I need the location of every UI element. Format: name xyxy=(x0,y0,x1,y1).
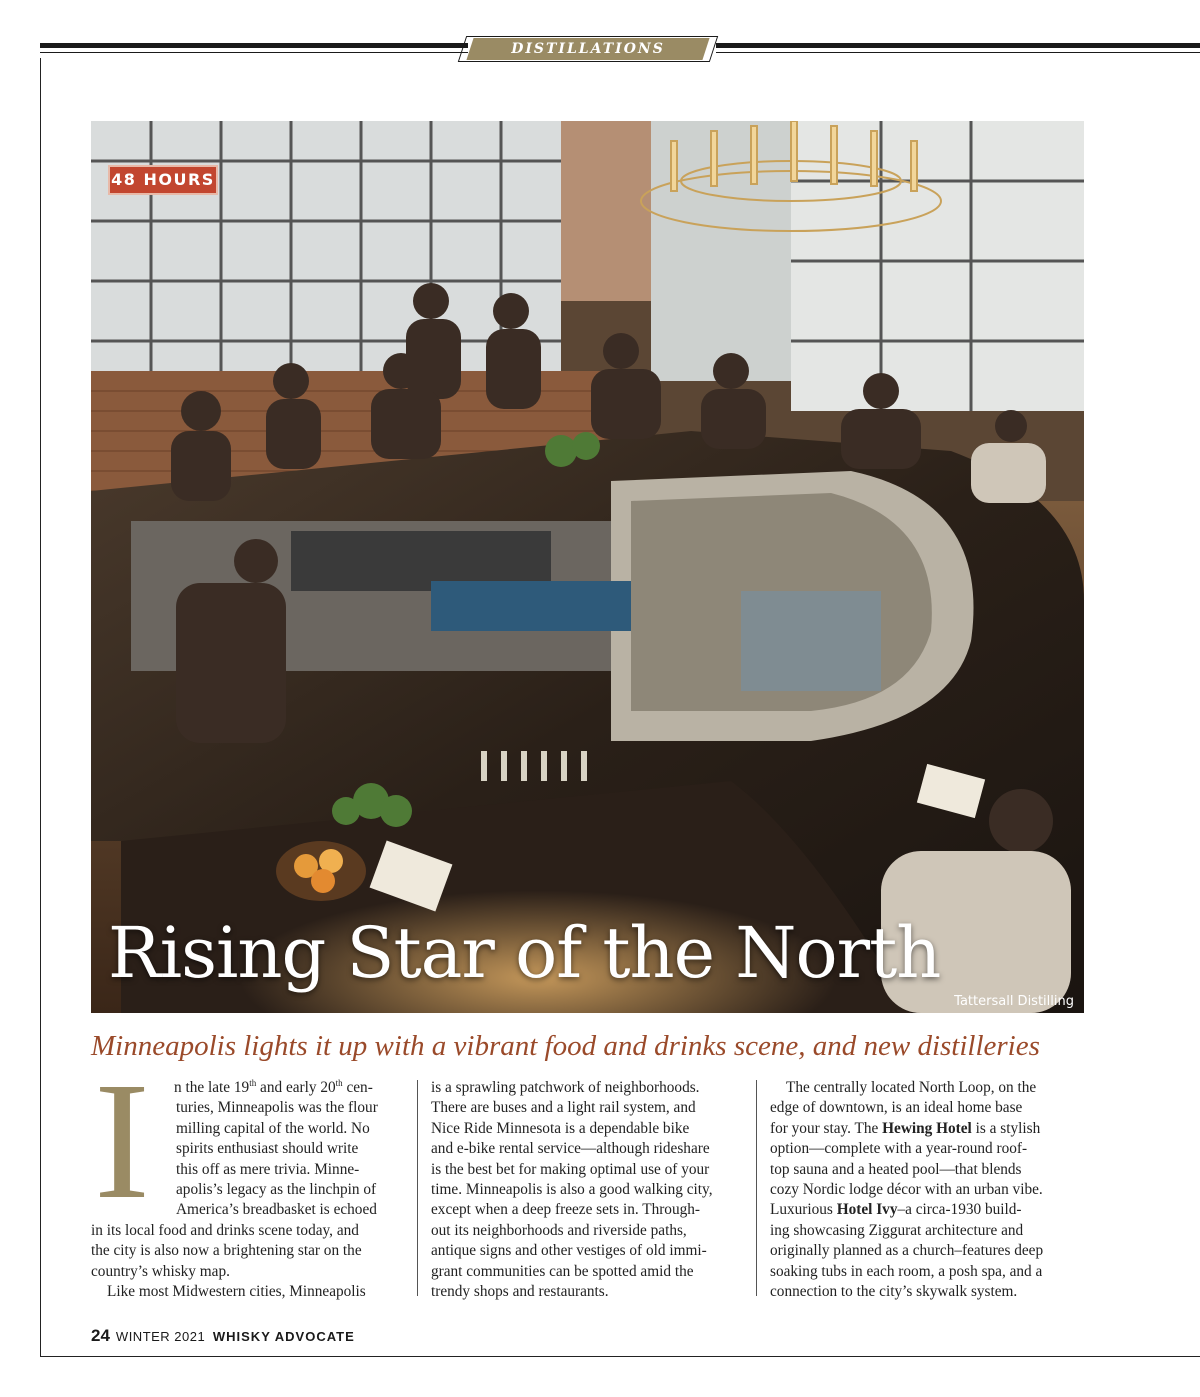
header-rule-right-thin xyxy=(716,52,1200,53)
text-line: out its neighborhoods and riverside paths, xyxy=(431,1221,687,1239)
magazine-name: WHISKY ADVOCATE xyxy=(212,1329,355,1344)
drop-cap: I xyxy=(94,1048,150,1234)
text-line: time. Minneapolis is also a good walking city, xyxy=(431,1181,713,1199)
text-line: cozy Nordic lodge décor with an urban vibe. xyxy=(770,1181,1043,1199)
text-line: There are buses and a light rail system, and xyxy=(431,1099,696,1117)
text-line: is the best bet for making optimal use of your xyxy=(431,1160,710,1178)
text-run: is a stylish xyxy=(971,1119,1041,1137)
text-line: Nice Ride Minnesota is a dependable bike xyxy=(431,1119,690,1137)
text-run: Luxurious xyxy=(770,1201,837,1219)
text-line: is a sprawling patchwork of neighborhoods. xyxy=(431,1079,700,1096)
hotel-name-hewing: Hewing Hotel xyxy=(882,1119,972,1137)
text-line: spirits enthusiast should write xyxy=(176,1140,359,1158)
text-line: country’s whisky map. xyxy=(91,1262,230,1280)
photo-credit: Tattersall Distilling xyxy=(954,994,1074,1009)
text-line: apolis’s legacy as the linchpin of xyxy=(176,1181,377,1199)
text-line: America’s breadbasket is echoed xyxy=(176,1201,377,1219)
page-number: 24 xyxy=(91,1326,110,1345)
headline: Rising Star of the North xyxy=(108,912,941,994)
page-frame-bottom xyxy=(40,1356,1200,1357)
text-line: originally planned as a church–features deep xyxy=(770,1242,1044,1260)
text-line: soaking tubs in each room, a posh spa, and a xyxy=(770,1262,1043,1280)
text-run: and early 20 xyxy=(256,1079,336,1096)
superscript: th xyxy=(249,1077,257,1088)
text-line xyxy=(770,1119,1080,1139)
text-line xyxy=(91,1078,401,1098)
text-line: option—complete with a year-round roof- xyxy=(770,1140,1028,1158)
text-line: milling capital of the world. No xyxy=(176,1119,370,1137)
text-run: for your stay. The xyxy=(770,1119,883,1137)
hotel-name-ivy: Hotel Ivy xyxy=(836,1201,898,1219)
text-line: trendy shops and restaurants. xyxy=(431,1283,609,1301)
column-rule xyxy=(756,1080,757,1296)
text-line xyxy=(770,1200,1080,1220)
text-line: Like most Midwestern cities, Minneapolis xyxy=(107,1283,366,1301)
text-line: edge of downtown, is an ideal home base xyxy=(770,1099,1023,1117)
text-line: connection to the city’s skywalk system. xyxy=(770,1283,1018,1301)
text-line: top sauna and a heated pool—that blends xyxy=(770,1160,1022,1178)
text-line: the city is also now a brightening star on the xyxy=(91,1242,362,1260)
body-column-3 xyxy=(770,1078,1080,1302)
header-rule-left-thin xyxy=(40,52,468,53)
header-rule-right xyxy=(716,43,1200,48)
text-line: The centrally located North Loop, on the xyxy=(786,1079,1037,1096)
column-rule xyxy=(417,1080,418,1296)
bar-interior-illustration xyxy=(91,121,1084,1013)
issue-date: WINTER 2021 xyxy=(115,1329,206,1344)
text-line: in its local food and drinks scene today, and xyxy=(91,1221,359,1239)
text-run: –a circa-1930 build- xyxy=(897,1201,1022,1219)
text-line: antique signs and other vestiges of old immi- xyxy=(431,1242,707,1260)
badge-48-hours: 48 HOURS xyxy=(108,165,218,195)
body-column-2 xyxy=(431,1078,741,1302)
text-line: ing showcasing Ziggurat architecture and xyxy=(770,1221,1024,1239)
superscript: th xyxy=(335,1077,343,1088)
bar-photo xyxy=(91,121,1084,1013)
text-line: except when a deep freeze sets in. Through- xyxy=(431,1201,700,1219)
page-frame-left xyxy=(40,58,41,1357)
text-run: cen- xyxy=(342,1079,373,1096)
header-rule-left xyxy=(40,43,468,48)
deck-subtitle: Minneapolis lights it up with a vibrant food and drinks scene, and new distilleries xyxy=(91,1030,1040,1062)
text-line: and e-bike rental service—although rideshare xyxy=(431,1140,710,1158)
text-run: n the late 19 xyxy=(174,1079,250,1096)
text-line: this off as mere trivia. Minne- xyxy=(176,1160,360,1178)
text-line: grant communities can be spotted amid the xyxy=(431,1262,694,1280)
text-line: turies, Minneapolis was the flour xyxy=(176,1099,378,1117)
body-column-1 xyxy=(91,1078,401,1302)
section-label: DISTILLATIONS xyxy=(511,41,665,57)
page-folio xyxy=(91,1326,355,1346)
